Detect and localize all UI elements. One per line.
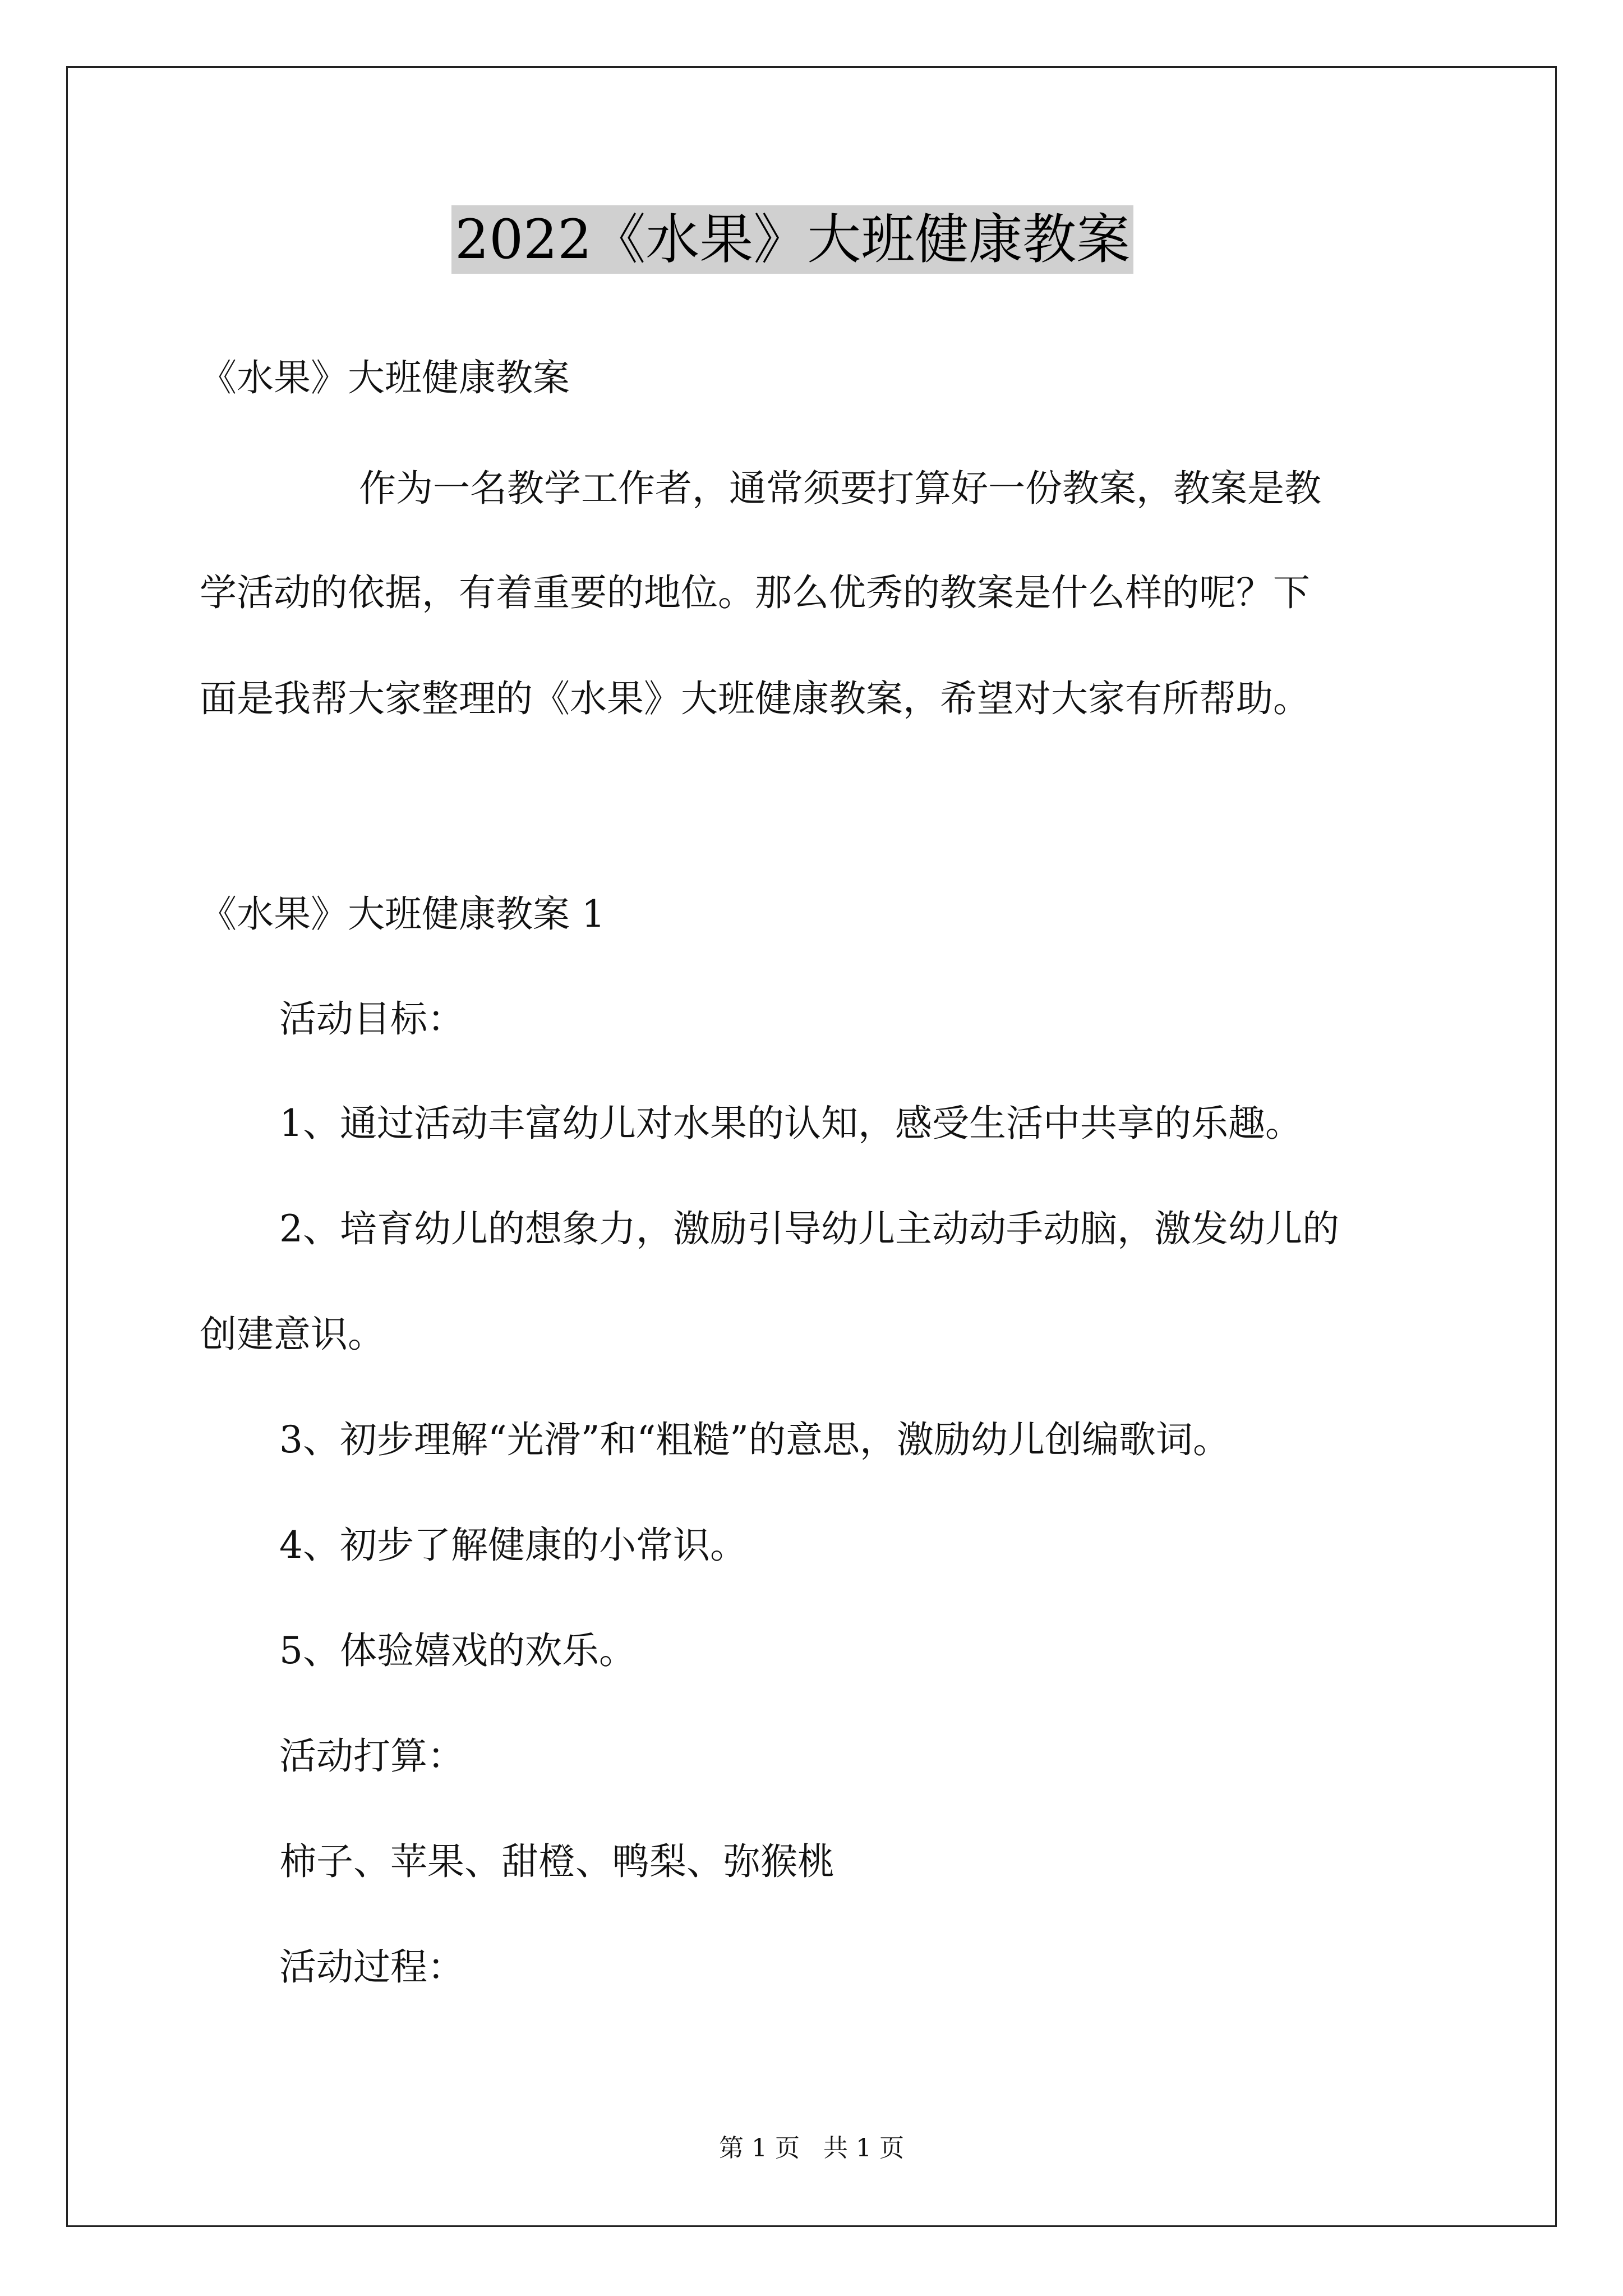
- prep-label: 活动打算：: [279, 1734, 464, 1778]
- intro-line-3: 面是我帮大家整理的《水果》大班健康教案，希望对大家有所帮助。: [200, 677, 1310, 720]
- prep-items: 柿子、苹果、甜橙、鸭梨、弥猴桃: [279, 1840, 834, 1883]
- goal-item-5: 5、体验嬉戏的欢乐。: [279, 1629, 636, 1672]
- goal-item-1: 1、通过活动丰富幼儿对水果的认知，感受生活中共享的乐趣。: [279, 1102, 1302, 1145]
- goal-item-2-continued: 创建意识。: [200, 1313, 385, 1356]
- goals-label: 活动目标：: [279, 997, 464, 1041]
- goal-item-2: 2、培育幼儿的想象力，激励引导幼儿主动动手动脑，激发幼儿的: [279, 1207, 1339, 1250]
- intro-line-1: 作为一名教学工作者，通常须要打算好一份教案，教案是教: [359, 467, 1321, 510]
- section-heading: 《水果》大班健康教案 1: [200, 892, 605, 936]
- goal-item-4: 4、初步了解健康的小常识。: [279, 1524, 747, 1567]
- document-title: 2022《水果》大班健康教案: [451, 205, 1133, 274]
- document-subtitle: 《水果》大班健康教案: [200, 356, 570, 399]
- intro-line-2: 学活动的依据，有着重要的地位。那么优秀的教案是什么样的呢？下: [200, 571, 1310, 614]
- process-label: 活动过程：: [279, 1945, 464, 1989]
- page-footer: 第 1 页 共 1 页: [719, 2134, 904, 2162]
- goal-item-3: 3、初步理解“光滑”和“粗糙”的意思，激励幼儿创编歌词。: [279, 1418, 1230, 1461]
